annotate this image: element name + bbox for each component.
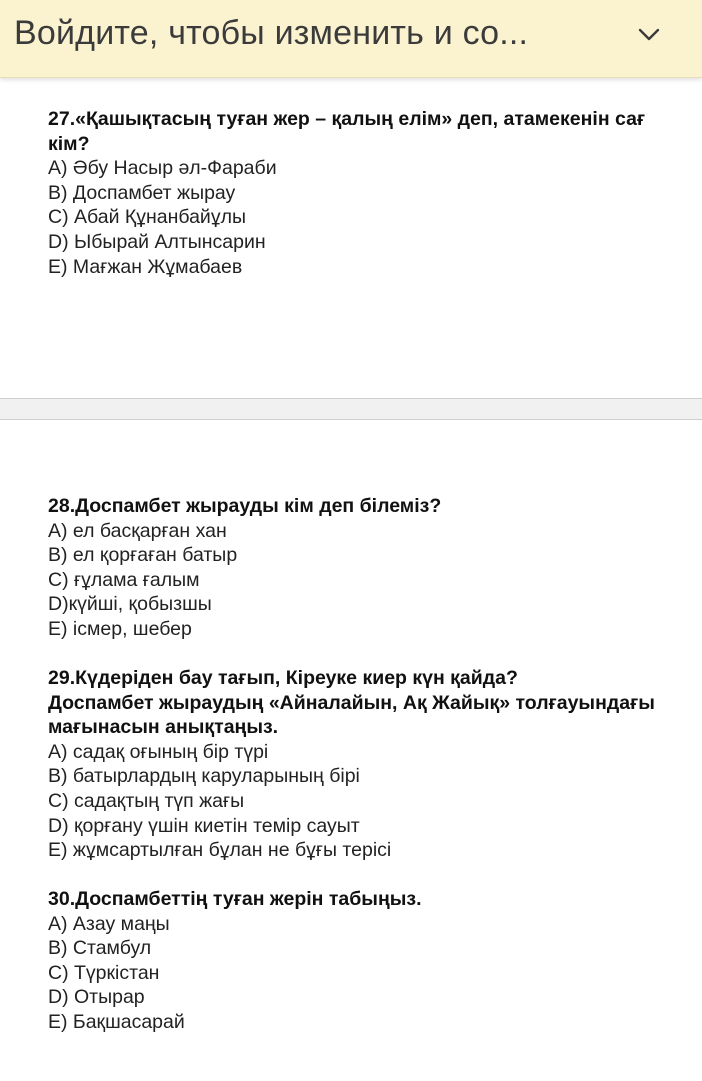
answer-option: А) садақ оғының бір түрі	[48, 740, 269, 763]
question-title-line: 29.Күдеріден бау тағып, Кіреуке киер күн қайда?	[48, 667, 518, 689]
answer-option: Е) жұмсартылған бұлан не бұғы терісі	[48, 839, 392, 862]
document-page	[0, 80, 702, 1081]
answer-option: С) Абай Құнанбайұлы	[48, 206, 246, 229]
answer-option: А) Азау маңы	[48, 912, 170, 935]
answer-option: Е) Мағжан Жұмабаев	[48, 255, 243, 278]
question-30	[48, 887, 702, 1035]
answer-option: А) ел басқарған хан	[48, 519, 227, 542]
answer-option: D) Отырар	[48, 986, 145, 1009]
answer-option: В) Стамбул	[48, 937, 152, 960]
answer-option: D)күйші, қобызшы	[48, 593, 212, 616]
answer-option: В) ел қорғаған батыр	[48, 544, 238, 567]
question-29	[48, 666, 702, 863]
answer-option: А) Әбу Насыр әл-Фараби	[48, 157, 277, 180]
question-title-line: мағынасын анықтаңыз.	[48, 716, 279, 739]
question-title-line: Доспамбет жыраудың «Айналайын, Ақ Жайық» толғауындағы	[48, 691, 655, 714]
sign-in-banner[interactable]	[0, 0, 702, 78]
question-title-line: 27.«Қашықтасың туған жер – қалың елім» деп, атамекенін сағ	[48, 108, 646, 130]
answer-option: С) ғұлама ғалым	[48, 568, 200, 591]
answer-option: В) батырлардың каруларының бірі	[48, 765, 360, 788]
answer-option: D) Ыбырай Алтынсарин	[48, 230, 266, 253]
answer-option: Е) ісмер, шебер	[48, 617, 192, 640]
question-title-line: кім?	[48, 132, 90, 155]
question-27	[48, 107, 702, 279]
answer-option: С) садақтың түп жағы	[48, 789, 245, 812]
answer-option: D) қорғану үшін киетін темір сауыт	[48, 814, 360, 837]
question-title-line: 28.Доспамбет жырауды кім деп білеміз?	[48, 495, 442, 517]
answer-option: В) Доспамбет жырау	[48, 181, 236, 204]
answer-option: Е) Бақшасарай	[48, 1010, 185, 1033]
question-title-line: 30.Доспамбеттің туған жерін табыңыз.	[48, 888, 422, 910]
question-28	[48, 494, 702, 642]
banner-title[interactable]: Войдите, чтобы изменить и со...	[14, 14, 529, 52]
answer-option: С) Түркістан	[48, 961, 160, 984]
page-separator	[0, 398, 702, 420]
chevron-down-icon[interactable]	[636, 21, 662, 47]
